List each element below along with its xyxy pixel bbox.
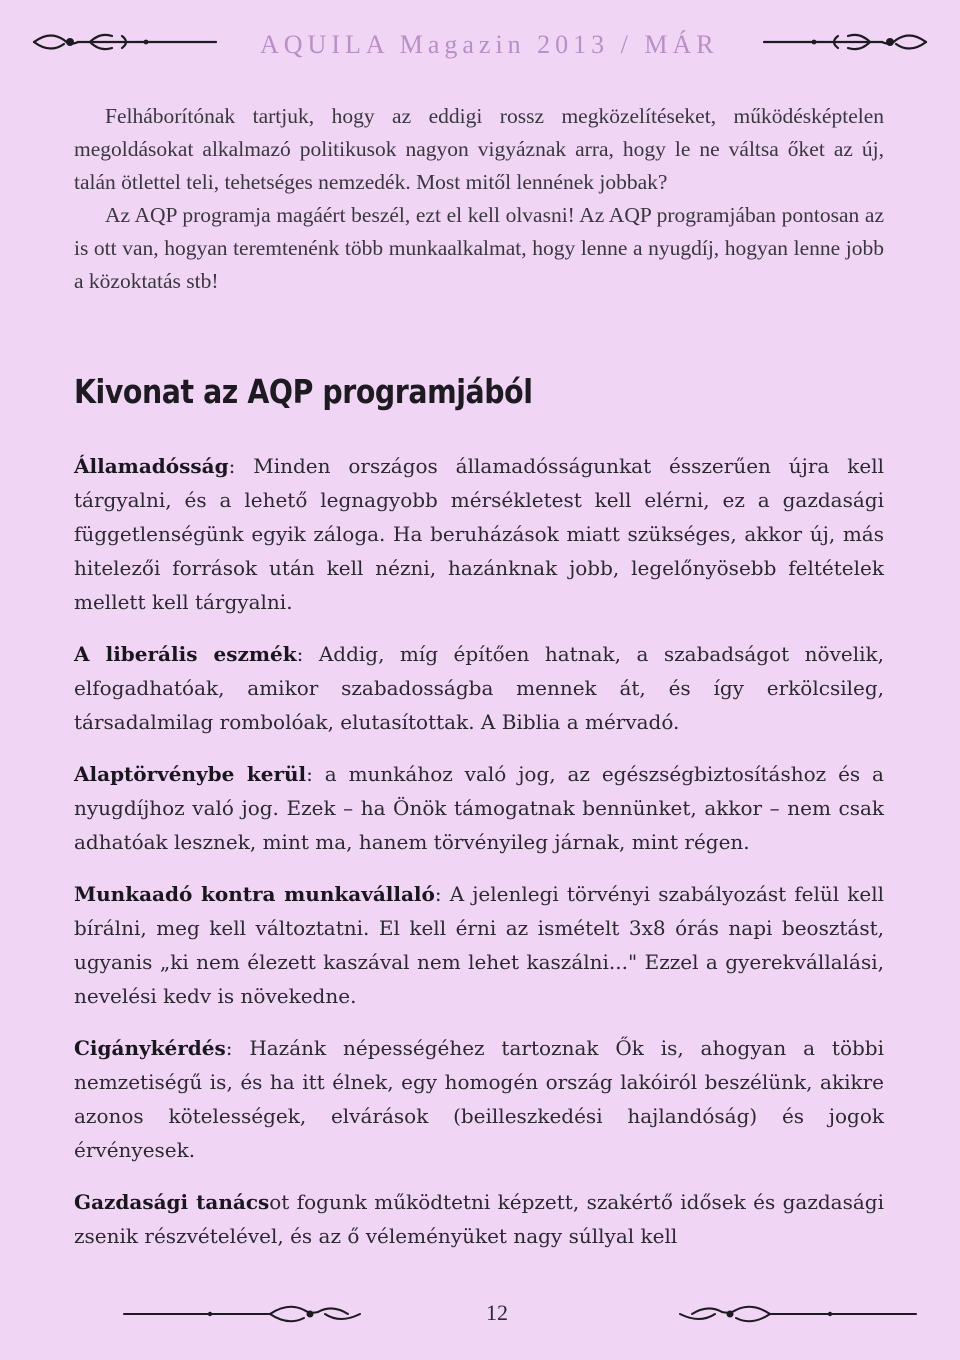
- intro-paragraph: Az AQP programja magáért beszél, ezt el kell olvasni! Az AQP programjában pontosan az is ott van, hogyan teremtenénk több munkaalkalmat, hogy lenne a nyugdíj, hogyan lenne jobb a közoktatás stb!: [74, 203, 884, 293]
- page-footer: [120, 1296, 920, 1336]
- footer-right-flourish-icon: [670, 1296, 920, 1332]
- program-item-term: Cigánykérdés: [74, 1036, 226, 1060]
- program-item: [74, 449, 884, 619]
- program-item-separator: :: [228, 454, 254, 478]
- program-item-text: Addig, míg építően hatnak, a szabadságot növelik, elfogadhatóak, amikor szabadosságba mennek át, és így erkölcsileg, társadalmilag rombolóak, elutasítottak. A Biblia a mérvadó.: [74, 642, 884, 734]
- intro-text: [74, 100, 884, 298]
- program-excerpt: [74, 449, 884, 1271]
- program-item: [74, 637, 884, 739]
- page-header: [30, 22, 930, 72]
- right-flourish-icon: [760, 22, 930, 62]
- program-item: [74, 1031, 884, 1167]
- program-item: [74, 877, 884, 1013]
- page-number: 12: [486, 1300, 508, 1325]
- program-item-term: Alaptörvénybe kerül: [74, 762, 307, 786]
- program-item-term: Gazdasági tanács: [74, 1190, 270, 1214]
- program-item-separator: :: [434, 882, 450, 906]
- section-heading: Kivonat az AQP programjából: [74, 372, 533, 411]
- program-item-text: A jelenlegi törvényi szabályozást felül kell bírálni, meg kell változtatni. El kell érni az ismételt 3x8 órás napi beosztást, ugyanis „ki nem élezett kaszával nem lehet kaszálni..." Ezzel a gyerekvállalási, nevelési kedv is növekedne.: [74, 882, 884, 1008]
- program-item-term: Munkaadó kontra munkavállaló: [74, 882, 435, 906]
- program-item-text: ot fogunk működtetni képzett, szakértő idősek és gazdasági zsenik részvételével, és az ő véleményüket nagy súllyal kell: [74, 1190, 884, 1248]
- left-flourish-icon: [30, 22, 220, 62]
- program-item-text: Hazánk népességéhez tartoznak Ők is, ahogyan a többi nemzetiségű is, és ha itt élnek, egy homogén ország lakóiról beszélünk, akikre azonos kötelességek, elvárások (beilleszkedési hajlandóság) és jogok érvényesek.: [74, 1036, 884, 1162]
- program-item: [74, 757, 884, 859]
- program-item-separator: :: [225, 1036, 250, 1060]
- footer-left-flourish-icon: [120, 1296, 370, 1332]
- program-item-text: Minden országos államadósságunkat ésszerűen újra kell tárgyalni, és a lehető legnagyobb mérsékletest kell elérni, ez a gazdasági függetlenségünk egyik záloga. Ha beruházások miatt szükséges, akkor új, más hitelezői források után kell nézni, hazánknak jobb, legelőnyösebb feltételek mellett kell tárgyalni.: [74, 454, 884, 614]
- program-item: [74, 1185, 884, 1253]
- intro-paragraph: Felháborítónak tartjuk, hogy az eddigi rossz megközelítéseket, működésképtelen megoldásokat alkalmazó politikusok nagyon vigyáznak arra, hogy le ne váltsa őket az új, talán ötlettel teli, tehetséges nemzedék. Most mitől lennének jobbak?: [74, 104, 884, 194]
- program-item-term: A liberális eszmék: [74, 642, 297, 666]
- magazine-header-title: AQUILA Magazin 2013 / MÁR: [260, 30, 719, 59]
- program-item-separator: :: [296, 642, 319, 666]
- program-item-text: a munkához való jog, az egészségbiztosításhoz és a nyugdíjhoz való jog. Ezek – ha Önök támogatnak bennünket, akkor – nem csak adhatóak lesznek, mint ma, hanem törvényileg járnak, mint régen.: [74, 762, 884, 854]
- program-item-separator: :: [306, 762, 325, 786]
- program-item-term: Államadósság: [74, 454, 229, 478]
